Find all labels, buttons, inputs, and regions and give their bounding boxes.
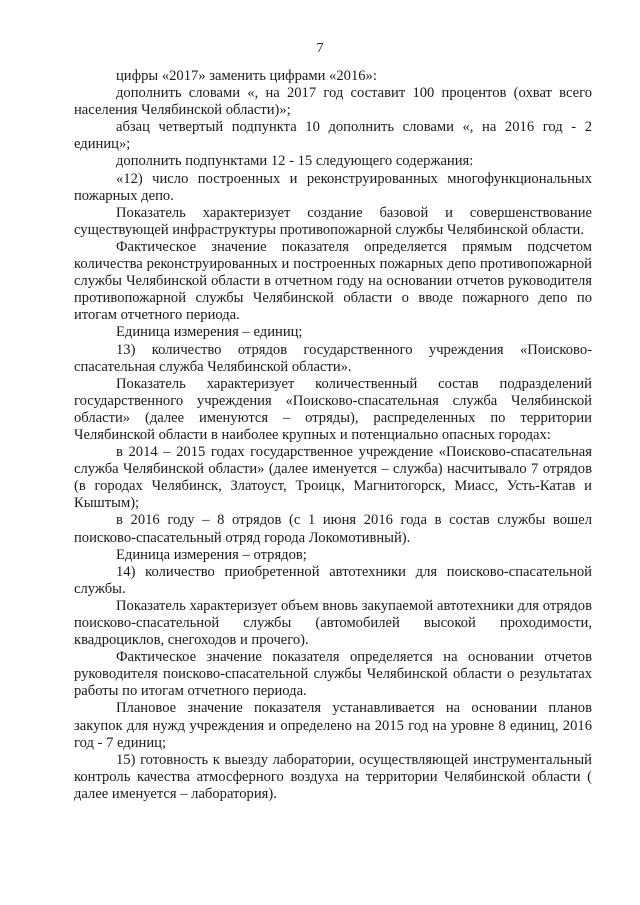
- page-number: 7: [316, 41, 324, 56]
- paragraph: дополнить подпунктами 12 - 15 следующего содержания:: [116, 153, 474, 170]
- paragraph: «12) число построенных и реконструированных многофункциональных пожарных депо.: [74, 170, 592, 204]
- paragraph: в 2014 – 2015 годах государственное учреждение «Поисково-спасательная служба Челябинской области» (далее именуется – служба) насчитывало 7 отрядов (в городах Челябинск, Златоуст, Троицк, Магнитогорск, Миасс, Усть-Катав и Кыштым);: [74, 444, 592, 512]
- paragraph: Фактическое значение показателя определяется прямым подсчетом количества реконструированных и построенных пожарных депо противопожарной службы Челябинской области в отчетном году на основании отчетов руководителя противопожарной службы Челябинской области о вводе пожарного депо по итогам отчетного периода.: [74, 238, 592, 324]
- paragraph: Единица измерения – единиц;: [116, 324, 303, 341]
- paragraph: абзац четвертый подпункта 10 дополнить словами «, на 2016 год - 2 единиц»;: [74, 119, 592, 153]
- paragraph: Плановое значение показателя устанавливается на основании планов закупок для нужд учреждения и определено на 2015 год на уровне 8 единиц, 2016 год - 7 единиц;: [74, 700, 592, 751]
- paragraph: Показатель характеризует количественный состав подразделений государственного учреждения «Поисково-спасательная служба Челябинской области» (далее именуются – отряды), распределенных по территории Челябинской области в наиболее крупных и потенциально опасных городах:: [74, 375, 592, 443]
- paragraph: Показатель характеризует объем вновь закупаемой автотехники для отрядов поисково-спасательной службы (автомобилей высокой проходимости, квадроциклов, снегоходов и прочего).: [74, 597, 592, 649]
- paragraph: Показатель характеризует создание базовой и совершенствование существующей инфраструктуры противопожарной службы Челябинской области.: [74, 204, 592, 238]
- paragraph: 15) готовность к выезду лаборатории, осуществляющей инструментальный контроль качества атмосферного воздуха на территории Челябинской области ( далее именуется – лаборатория).: [74, 751, 592, 802]
- paragraph: 14) количество приобретенной автотехники для поисково-спасательной службы.: [74, 563, 592, 597]
- paragraph: в 2016 году – 8 отрядов (с 1 июня 2016 года в состав службы вошел поисково-спасательный отряд города Локомотивный).: [74, 512, 592, 546]
- document-body: [74, 68, 592, 803]
- paragraph: цифры «2017» заменить цифрами «2016»:: [116, 68, 377, 84]
- paragraph: дополнить словами «, на 2017 год составит 100 процентов (охват всего населения Челябинской области)»;: [74, 85, 592, 119]
- paragraph: Единица измерения – отрядов;: [116, 546, 307, 563]
- paragraph: Фактическое значение показателя определяется на основании отчетов руководителя поисково-спасательной службы Челябинской области о результатах работы по итогам отчетного периода.: [74, 649, 592, 700]
- paragraph: 13) количество отрядов государственного учреждения «Поисково-спасательная служба Челябинской области».: [74, 341, 592, 375]
